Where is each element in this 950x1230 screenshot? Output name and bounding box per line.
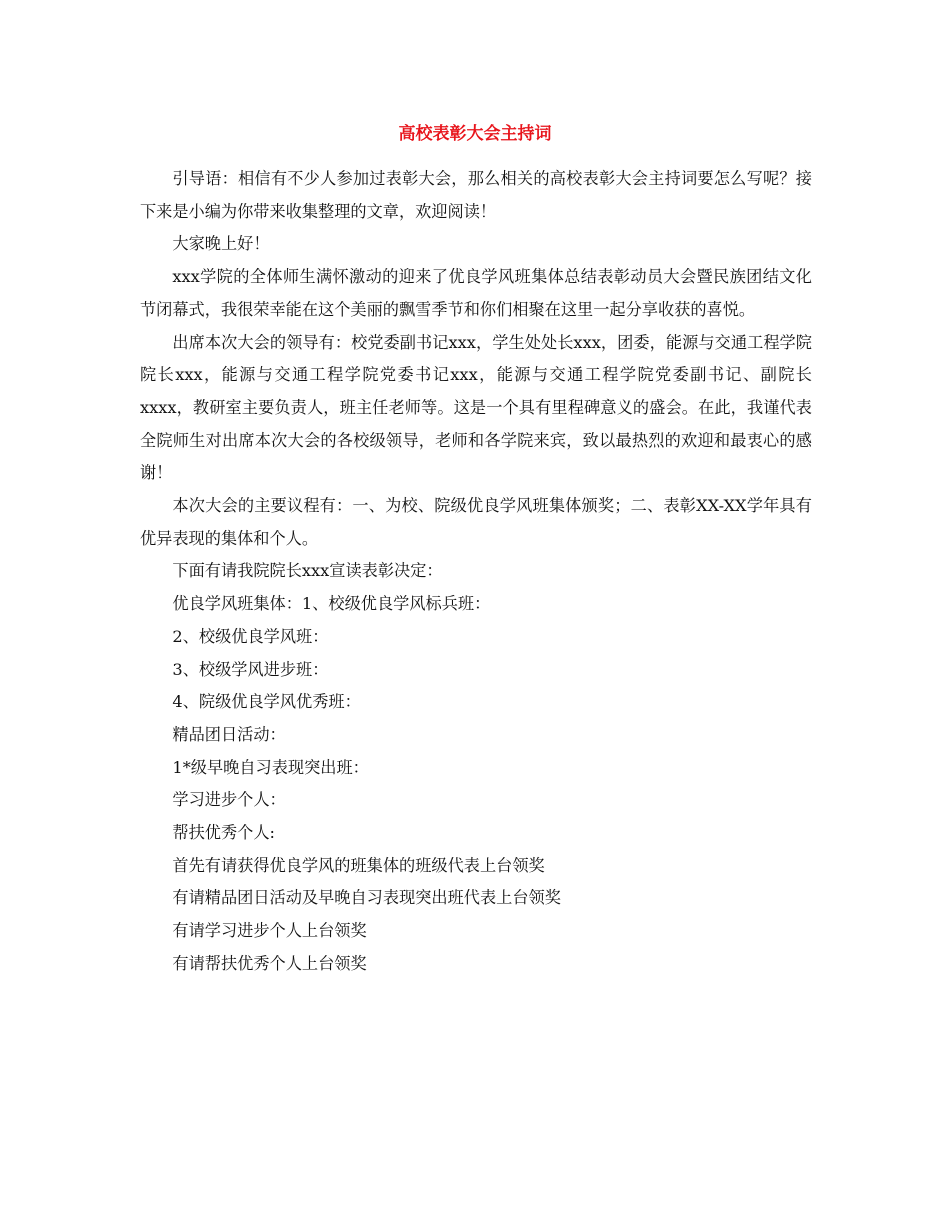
paragraph-agenda: 本次大会的主要议程有：一、为校、院级优良学风班集体颁奖；二、表彰XX-XX学年具有优异表现的集体和个人。 xyxy=(140,496,812,548)
list-item: 精品团日活动： xyxy=(172,724,286,744)
list-item: 学习进步个人： xyxy=(172,790,286,810)
paragraph-greeting: 大家晚上好！ xyxy=(172,234,270,254)
paragraph-opening: xxx学院的全体师生满怀激动的迎来了优良学风班集体总结表彰动员大会暨民族团结文化节闭幕式，我很荣幸能在这个美丽的飘雪季节和你们相聚在这里一起分享收获的喜悦。 xyxy=(140,267,812,319)
list-item: 优良学风班集体：1、校级优良学风标兵班： xyxy=(172,594,491,614)
paragraph-intro: 引导语：相信有不少人参加过表彰大会，那么相关的高校表彰大会主持词要怎么写呢？接下来是小编为你带来收集整理的文章，欢迎阅读！ xyxy=(140,169,812,221)
award-line: 有请帮扶优秀个人上台领奖 xyxy=(172,953,367,973)
paragraph-leaders: 出席本次大会的领导有：校党委副书记xxx，学生处处长xxx，团委，能源与交通工程学院院长xxx，能源与交通工程学院党委书记xxx，能源与交通工程学院党委副书记、副院长xxxx，教研室主要负责人，班主任老师等。这是一个具有里程碑意义的盛会。在此，我谨代表全院师生对出席本次大会的各校级领导，老师和各学院来宾，致以最热烈的欢迎和最衷心的感谢！ xyxy=(140,332,812,483)
list-item: 3、校级学风进步班： xyxy=(172,659,329,679)
list-item: 帮扶优秀个人: xyxy=(172,823,275,843)
award-line: 首先有请获得优良学风的班集体的班级代表上台领奖 xyxy=(172,855,545,875)
list-item: 4、院级优良学风优秀班： xyxy=(172,692,361,712)
list-item: 2、校级优良学风班： xyxy=(172,626,329,646)
list-item: 1*级早晚自习表现突出班： xyxy=(172,757,369,777)
document-body xyxy=(140,163,812,981)
document-title: 高校表彰大会主持词 xyxy=(398,124,552,144)
award-line: 有请学习进步个人上台领奖 xyxy=(172,921,367,941)
award-line: 有请精品团日活动及早晚自习表现突出班代表上台领奖 xyxy=(172,888,561,908)
paragraph-announcement: 下面有请我院院长xxx宣读表彰决定： xyxy=(172,561,443,581)
